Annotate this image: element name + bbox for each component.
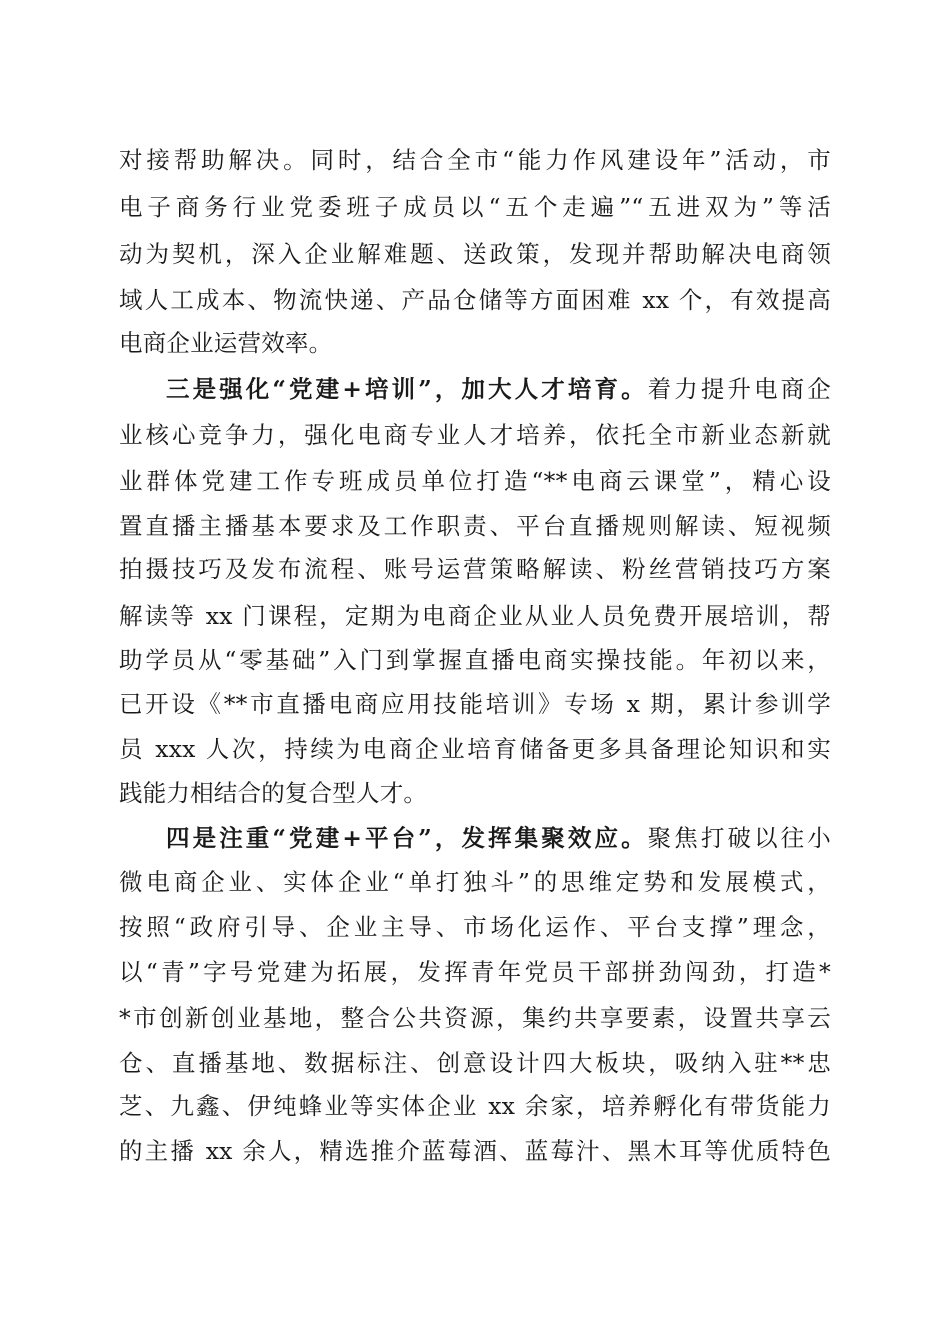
paragraph-text: 聚焦打破以往小 (647, 824, 831, 852)
text-line: 助学员从“零基础”入门到掌握直播电商实操技能。年初以来， (119, 646, 831, 674)
text-line: 域人工成本、物流快递、产品仓储等方面困难 xx 个，有效提高 (119, 286, 831, 314)
text-line: 已开设《**市直播电商应用技能培训》专场 x 期，累计参训学 (119, 690, 831, 718)
text-line: 的主播 xx 余人，精选推介蓝莓酒、蓝莓汁、黑木耳等优质特色 (119, 1137, 831, 1165)
paragraph-heading: 四是注重“党建+平台”，发挥集聚效应。 (166, 824, 648, 852)
text-line: 电商企业运营效率。 (119, 329, 333, 357)
text-line: 仓、直播基地、数据标注、创意设计四大板块，吸纳入驻**忠 (119, 1049, 831, 1077)
text-line: 员 xxx 人次，持续为电商企业培育储备更多具备理论知识和实 (119, 735, 831, 763)
text-line: 对接帮助解决。同时，结合全市“能力作风建设年”活动，市 (119, 146, 831, 174)
text-line: 按照“政府引导、企业主导、市场化运作、平台支撑”理念， (119, 913, 831, 941)
paragraph-text: 着力提升电商企 (647, 375, 831, 403)
text-line: 置直播主播基本要求及工作职责、平台直播规则解读、短视频 (119, 512, 831, 540)
text-line: 业核心竞争力，强化电商专业人才培养，依托全市新业态新就 (119, 421, 831, 449)
text-line: 微电商企业、实体企业“单打独斗”的思维定势和发展模式， (119, 868, 831, 896)
paragraph-first-line (166, 369, 831, 409)
text-line: 业群体党建工作专班成员单位打造“**电商云课堂”，精心设 (119, 467, 831, 495)
text-line: 解读等 xx 门课程，定期为电商企业从业人员免费开展培训，帮 (119, 602, 831, 630)
text-line: 电子商务行业党委班子成员以“五个走遍”“五进双为”等活 (119, 193, 831, 221)
text-line: 芝、九鑫、伊纯蜂业等实体企业 xx 余家，培养孵化有带货能力 (119, 1092, 831, 1120)
text-line: 践能力相结合的复合型人才。 (119, 779, 428, 807)
text-line: 以“青”字号党建为拓展，发挥青年党员干部拼劲闯劲，打造* (119, 958, 831, 986)
text-line: 动为契机，深入企业解难题、送政策，发现并帮助解决电商领 (119, 240, 831, 268)
paragraph-heading: 三是强化“党建+培训”，加大人才培育。 (166, 375, 648, 403)
text-line: *市创新创业基地，整合公共资源，集约共享要素，设置共享云 (119, 1004, 831, 1032)
paragraph-first-line (166, 818, 831, 858)
text-line: 拍摄技巧及发布流程、账号运营策略解读、粉丝营销技巧方案 (119, 555, 831, 583)
